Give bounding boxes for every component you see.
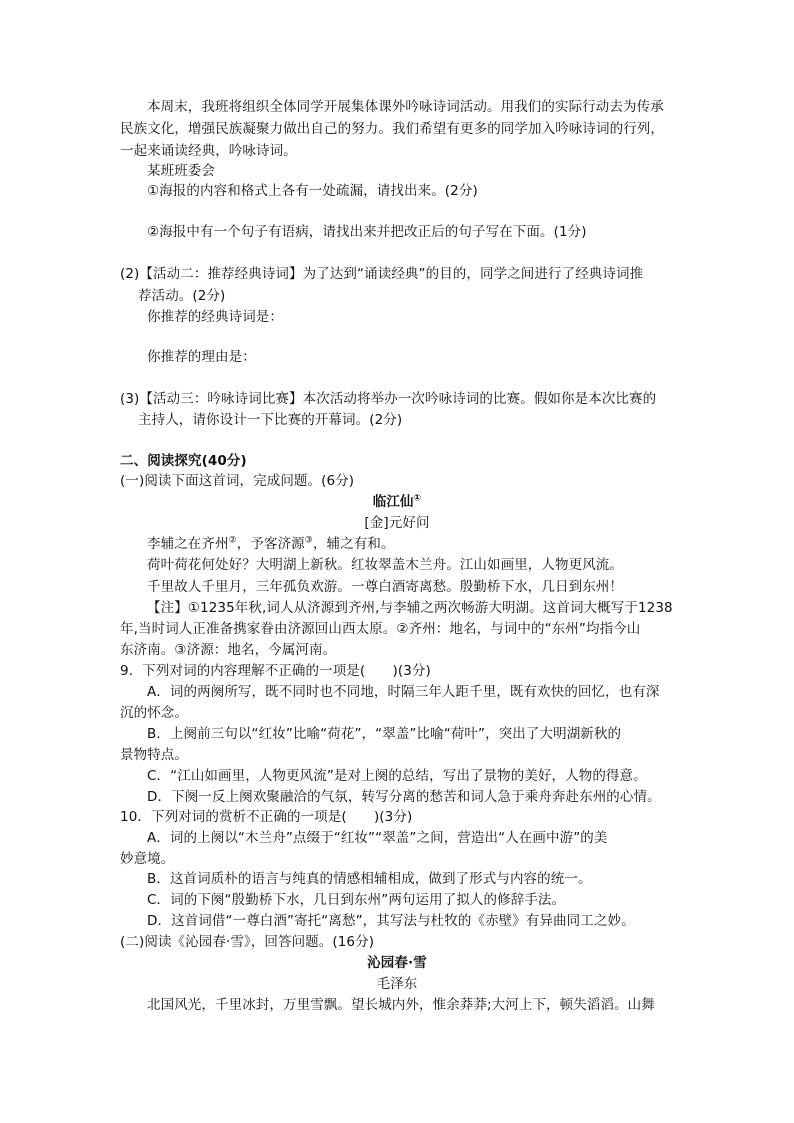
question-9-option-a-line-2: 沉的怀念。 xyxy=(120,705,188,721)
poem1-preface-part-b: ，予客济源 xyxy=(236,536,305,552)
activity2-line-2: 荐活动。(2分) xyxy=(138,288,226,304)
question-9-option-b-line-2: 景物特点。 xyxy=(120,747,188,763)
subsection-2-heading: (二)阅读《沁园春·雪》，回答问题。(16分) xyxy=(120,934,375,950)
section-heading: 二、阅读探究(40分) xyxy=(120,453,247,469)
poem1-author: [金]元好问 xyxy=(364,515,430,531)
question-9-option-c: C．“江山如画里，人物更风流”是对上阕的总结，写出了景物的美好，人物的得意。 xyxy=(147,768,647,784)
poem1-preface-part-a: 李辅之在齐州 xyxy=(147,536,229,552)
poem1-verse-1: 荷叶荷花何处好？大明湖上新秋。红妆翠盖木兰舟。江山如画里，人物更风流。 xyxy=(147,557,623,573)
poster-line-2: 民族文化，增强民族凝聚力做出自己的努力。我们希望有更多的同学加入吟咏诗词的行列， xyxy=(120,121,664,137)
subsection-1-heading: (一)阅读下面这首词，完成问题。(6分) xyxy=(120,473,355,489)
question-10-stem: 10．下列对词的赏析不正确的一项是( )(3分) xyxy=(120,809,413,825)
poem1-note-1: 【注】①1235年秋,词人从济源到齐州,与李辅之两次畅游大明湖。这首词大概写于1238 xyxy=(147,600,673,616)
poem1-verse-2: 千里故人千里月，三年孤负欢游。一尊白酒寄离愁。殷勤桥下水，几日到东州！ xyxy=(147,579,623,595)
poster-signature: 某班班委会 xyxy=(147,163,215,179)
activity3-line-1: (3)【活动三：吟咏诗词比赛】本次活动将举办一次吟咏诗词的比赛。假如你是本次比赛的 xyxy=(120,391,657,407)
question-9-option-b-line-1: B．上阕前三句以“红妆”比喻“荷花”，“翠盖”比喻“荷叶”，突出了大明湖新秋的 xyxy=(147,726,622,742)
footnote-marker-3: ③ xyxy=(304,535,313,546)
poem2-author: 毛泽东 xyxy=(376,976,418,992)
poem1-title xyxy=(0,492,794,512)
activity3-line-2: 主持人，请你设计一下比赛的开幕词。(2分) xyxy=(138,412,403,428)
poem1-title-footnote-marker: ① xyxy=(413,493,422,504)
question-10-option-a-line-2: 妙意境。 xyxy=(120,851,175,867)
activity2-line-1: (2)【活动二：推荐经典诗词】为了达到“诵读经典”的目的，同学之间进行了经典诗词推 xyxy=(120,266,644,282)
question-9-option-a-line-1: A．词的两阕所写，既不同时也不同地，时隔三年人距千里，既有欢快的回忆，也有深 xyxy=(147,684,660,700)
question-9-option-d: D．下阕一反上阕欢聚融洽的气氛，转写分离的愁苦和词人急于乘舟奔赴东州的心情。 xyxy=(147,789,661,805)
activity1-question-1: ①海报的内容和格式上各有一处疏漏，请找出来。(2分) xyxy=(147,183,478,199)
question-10-option-b: B．这首词质朴的语言与纯真的情感相辅相成，做到了形式与内容的统一。 xyxy=(147,871,592,887)
poem1-note-3: 东济南。③济源：地名，今属河南。 xyxy=(120,642,337,658)
poem1-preface-part-c: ，辅之有和。 xyxy=(312,536,395,552)
poem1-title-text: 临江仙 xyxy=(372,494,414,510)
activity2-prompt-reason: 你推荐的理由是： xyxy=(147,349,256,365)
activity2-prompt-poem: 你推荐的经典诗词是： xyxy=(147,309,283,325)
footnote-marker-2: ② xyxy=(228,535,237,546)
poem2-line-1: 北国风光，千里冰封，万里雪飘。望长城内外，惟余莽莽;大河上下，顿失滔滔。山舞 xyxy=(147,997,655,1013)
poem2-title: 沁园春·雪 xyxy=(367,955,427,971)
question-10-option-a-line-1: A．词的上阕以“木兰舟”点缀于“红妆”“翠盖”之间，营造出“人在画中游”的美 xyxy=(147,830,608,846)
poster-line-3: 一起来诵读经典，吟咏诗词。 xyxy=(120,143,297,159)
activity1-question-2: ②海报中有一个句子有语病，请找出来并把改正后的句子写在下面。(1分) xyxy=(147,224,587,240)
poster-line-1: 本周末，我班将组织全体同学开展集体课外吟咏诗词活动。用我们的实际行动去为传承 xyxy=(147,99,664,115)
question-10-option-c: C．词的下阕“殷勤桥下水，几日到东州”两句运用了拟人的修辞手法。 xyxy=(147,892,566,908)
question-10-option-d: D．这首词借“一尊白酒”寄托“离愁”，其写法与杜牧的《赤壁》有异曲同工之妙。 xyxy=(147,913,635,929)
poem1-preface xyxy=(147,534,395,554)
question-9-stem: 9．下列对词的内容理解不正确的一项是( )(3分) xyxy=(120,663,431,679)
poem1-note-2: 年,当时词人正准备携家眷由济源回山西太原。②齐州：地名，与词中的“东州”均指今山 xyxy=(120,621,641,637)
